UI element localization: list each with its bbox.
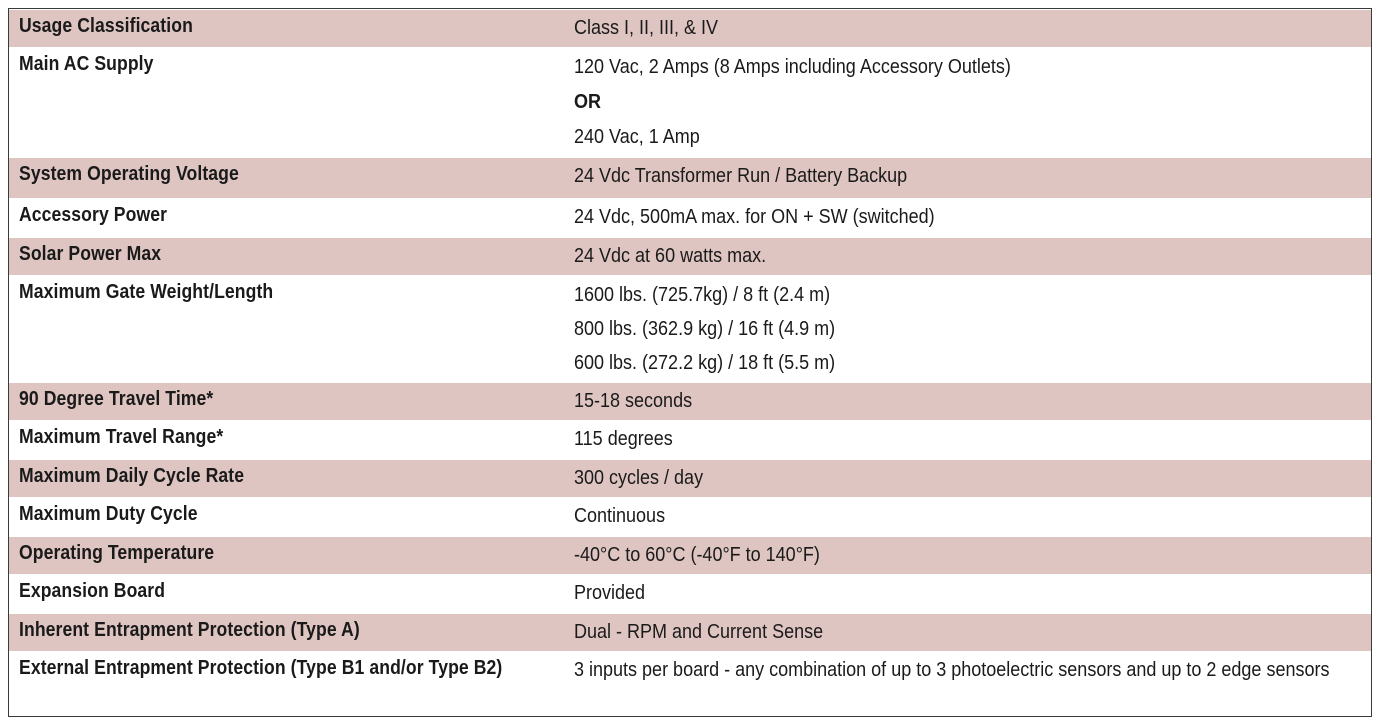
spec-row-main-ac-supply bbox=[9, 47, 1371, 157]
spec-value-or: OR bbox=[574, 91, 601, 113]
spec-value bbox=[574, 163, 1276, 190]
spec-value bbox=[574, 15, 1276, 42]
spec-row-solar-power-max bbox=[9, 237, 1371, 275]
spec-label: 90 Degree Travel Time* bbox=[19, 388, 214, 410]
spec-row-inherent-entrapment-protection bbox=[9, 613, 1371, 651]
spec-value-line: 115 degrees bbox=[574, 428, 673, 450]
spec-row-external-entrapment-protection bbox=[9, 651, 1371, 716]
spec-label: Usage Classification bbox=[19, 15, 193, 37]
spec-value-line: 3 inputs per board - any combination of up to 3 photoelectric sensors and up to 2 edge sensors bbox=[574, 659, 1330, 681]
spec-label: Operating Temperature bbox=[19, 542, 215, 564]
spec-label: Accessory Power bbox=[19, 204, 168, 226]
spec-value-line: Provided bbox=[574, 582, 646, 604]
spec-row-maximum-travel-range bbox=[9, 420, 1371, 459]
spec-row-usage-classification bbox=[9, 9, 1371, 47]
spec-value-line: Class I, II, III, & IV bbox=[574, 17, 719, 39]
spec-value bbox=[574, 503, 1276, 530]
spec-row-maximum-gate-weight-length bbox=[9, 275, 1371, 382]
spec-row-system-operating-voltage bbox=[9, 157, 1371, 198]
spec-value-line: 1600 lbs. (725.7kg) / 8 ft (2.4 m) bbox=[574, 284, 831, 306]
specifications-table bbox=[8, 8, 1372, 717]
spec-row-operating-temperature bbox=[9, 536, 1371, 574]
spec-label: System Operating Voltage bbox=[19, 163, 239, 185]
spec-row-maximum-daily-cycle-rate bbox=[9, 459, 1371, 497]
spec-value-line: 600 lbs. (272.2 kg) / 18 ft (5.5 m) bbox=[574, 352, 836, 374]
spec-value bbox=[574, 50, 1276, 155]
spec-row-travel-time bbox=[9, 382, 1371, 420]
spec-value-line: 800 lbs. (362.9 kg) / 16 ft (4.9 m) bbox=[574, 318, 836, 340]
spec-label: Maximum Duty Cycle bbox=[19, 503, 198, 525]
spec-value-line: 300 cycles / day bbox=[574, 467, 704, 489]
spec-value-line: 24 Vdc, 500mA max. for ON + SW (switched) bbox=[574, 206, 935, 228]
spec-value-line: Dual - RPM and Current Sense bbox=[574, 621, 824, 643]
spec-label: External Entrapment Protection (Type B1 and/or Type B2) bbox=[19, 657, 503, 679]
spec-label: Maximum Gate Weight/Length bbox=[19, 281, 274, 303]
spec-label: Expansion Board bbox=[19, 580, 166, 602]
spec-value-line: 24 Vdc at 60 watts max. bbox=[574, 245, 767, 267]
spec-label: Inherent Entrapment Protection (Type A) bbox=[19, 619, 360, 641]
spec-value bbox=[574, 465, 1276, 492]
spec-value-line: Continuous bbox=[574, 505, 666, 527]
spec-row-expansion-board bbox=[9, 574, 1371, 613]
spec-value bbox=[574, 619, 1276, 646]
spec-row-accessory-power bbox=[9, 198, 1371, 237]
spec-value bbox=[574, 426, 1276, 453]
spec-value bbox=[574, 243, 1276, 270]
spec-label: Maximum Daily Cycle Rate bbox=[19, 465, 245, 487]
spec-value bbox=[574, 388, 1276, 415]
spec-value-line: 15-18 seconds bbox=[574, 390, 693, 412]
spec-value bbox=[574, 278, 1276, 380]
spec-label: Solar Power Max bbox=[19, 243, 162, 265]
spec-value bbox=[574, 542, 1276, 569]
spec-row-maximum-duty-cycle bbox=[9, 497, 1371, 536]
spec-value bbox=[574, 657, 1330, 684]
spec-value-line: 240 Vac, 1 Amp bbox=[574, 126, 700, 148]
spec-value-line: 24 Vdc Transformer Run / Battery Backup bbox=[574, 165, 908, 187]
spec-value-line: 120 Vac, 2 Amps (8 Amps including Accessory Outlets) bbox=[574, 56, 1011, 78]
spec-value bbox=[574, 204, 1276, 231]
spec-label: Maximum Travel Range* bbox=[19, 426, 224, 448]
spec-value bbox=[574, 580, 1276, 607]
spec-value-line: -40°C to 60°C (-40°F to 140°F) bbox=[574, 544, 820, 566]
spec-label: Main AC Supply bbox=[19, 53, 154, 75]
